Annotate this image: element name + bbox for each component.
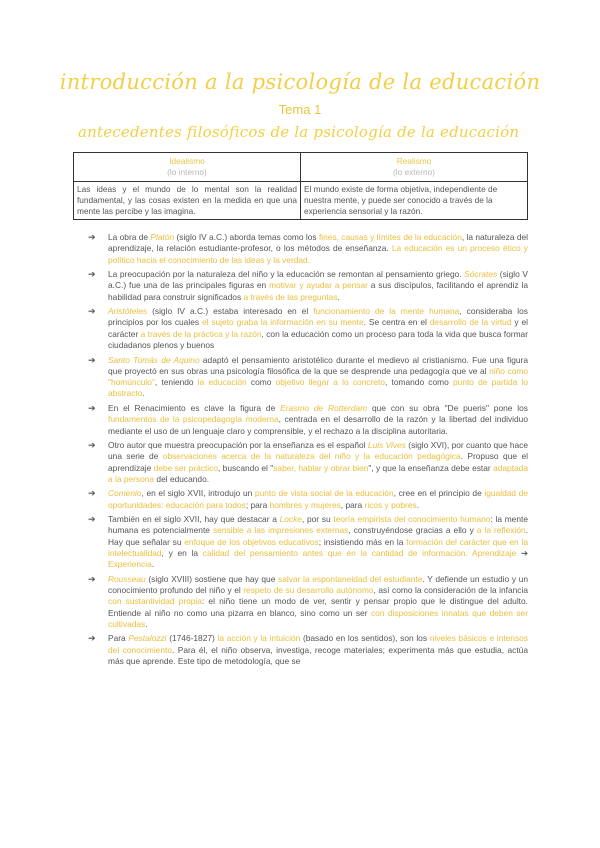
list-item — [88, 269, 528, 303]
arrow-bullet-icon: ➔ — [88, 439, 96, 450]
body-text: y el carácter — [108, 317, 528, 339]
body-text: : el niño tiene un modo de ver, sentir y pensar propio que le distingue del adulto. Entiende al niño no como una pizarra en blanco, sino como un ser — [108, 596, 528, 618]
list-item-text — [108, 403, 528, 436]
body-text: ", y que la enseñanza debe estar — [368, 462, 494, 473]
body-text: En el Renacimiento es clave la figura de — [108, 402, 281, 413]
author-name: Luis Vives — [367, 439, 406, 450]
body-text: Para — [108, 633, 129, 644]
list-item-text — [108, 355, 528, 399]
body-text: También en el siglo XVII, hay que destacar a — [108, 514, 280, 525]
author-name: Erasmo de Rotterdam — [280, 402, 368, 413]
list-item-text — [108, 633, 528, 666]
body-text: . — [145, 619, 148, 629]
arrow-bullet-icon: ➔ — [88, 488, 96, 499]
body-text: adaptó el pensamiento aristotélico durante el medievo al cristianismo. Fue una figura que proyectó en sus obras una psicología filosófica de la que se desprende una pedagogía que ve al — [108, 354, 528, 376]
list-item-text — [108, 514, 528, 569]
body-text: a sus discípulos, facilitando el aprendiz la habilidad para construir significados — [108, 280, 529, 302]
highlighted-text: motivar y ayudar a pensar — [269, 280, 368, 291]
body-text: (siglo IV a.C.) aborda temas como los — [174, 232, 319, 242]
highlighted-text: fundamentos de la psicopedagogía moderna — [108, 414, 279, 425]
body-text: , y en la — [161, 548, 203, 559]
body-text: como — [246, 377, 276, 388]
body-text: , así como la consideración de la infancia — [373, 585, 528, 596]
idealism-header — [74, 153, 301, 182]
highlighted-text: a través de la práctica y la razón — [140, 328, 262, 339]
highlighted-text: a la reflexión — [476, 525, 526, 536]
body-text: . Se centra en el — [363, 317, 430, 328]
author-name: Santo Tomás de Aquino — [108, 354, 200, 365]
body-text: , cree en el principio de — [393, 488, 485, 499]
highlighted-text: saber, hablar y obrar bien — [273, 462, 369, 473]
body-text: , para — [340, 499, 365, 510]
idealism-title: Idealismo — [169, 156, 205, 166]
highlighted-text: desarrollo de la virtud — [429, 317, 512, 328]
body-text: , tomando como — [385, 377, 453, 388]
body-text: : la mente humana es potencialmente — [108, 514, 528, 536]
body-text: , la naturaleza del aprendizaje, la relación estudiante-profesor, o los métodos de enseñanza. — [108, 232, 528, 254]
list-item — [88, 488, 528, 511]
body-text: que con su obra "De pueris" pone los — [367, 402, 528, 413]
highlighted-text: punto de partida lo abstracto — [108, 377, 528, 399]
comparison-table — [73, 152, 528, 220]
body-text: . — [142, 388, 145, 399]
highlighted-text: adaptada a la persona — [108, 462, 528, 484]
highlighted-text: fines, causas y límites de la educación — [318, 232, 462, 242]
arrow-bullet-icon: ➔ — [88, 402, 96, 413]
body-text: , buscando el " — [217, 462, 274, 473]
highlighted-text: observaciones acerca de la naturaleza del niño y la educación pedagógica — [162, 451, 461, 462]
list-item — [88, 440, 528, 485]
highlighted-text: niño como "homúnculo" — [108, 365, 528, 388]
arrow-bullet-icon: ➔ — [88, 573, 96, 584]
body-text: La preocupación por la naturaleza del niño y la educación se remontan al pensamiento griego. — [108, 269, 465, 280]
author-name: Aristóteles — [108, 306, 148, 317]
highlighted-text: hombres y mujeres — [269, 499, 341, 510]
list-item — [88, 574, 528, 630]
body-text: La obra de — [108, 232, 151, 242]
highlighted-text: la acción y la intuición — [217, 633, 301, 644]
realism-subtitle: (lo externo) — [393, 167, 435, 177]
highlighted-text: La educación es un proceso ético y político hacia el conocimiento de las ideas y la verdad. — [108, 243, 528, 265]
body-text: ➔ — [516, 548, 528, 559]
realism-header — [301, 153, 528, 182]
body-text: del educando. — [154, 473, 210, 484]
list-item-text — [108, 306, 528, 350]
highlighted-text: la educación — [197, 377, 247, 388]
highlighted-text: con disposiciones innatas que deben ser cultivadas — [108, 607, 528, 629]
list-item-text — [108, 488, 528, 509]
highlighted-text: niveles básicos e intensos del conocimiento — [108, 633, 528, 655]
arrow-bullet-icon: ➔ — [88, 306, 96, 317]
body-text: . Hay que señalar su — [108, 525, 528, 547]
list-item — [88, 355, 528, 400]
highlighted-text: calidad del pensamiento antes que en la cantidad de información. Aprendizaje — [202, 548, 517, 559]
body-text: (basado en los sentidos), son los — [300, 633, 430, 644]
author-name: Locke — [279, 514, 302, 525]
body-text: . — [337, 291, 340, 302]
highlighted-text: punto de vista social de la educación — [254, 488, 394, 499]
highlighted-text: igualdad de oportunidades: educación para todos — [108, 488, 528, 510]
body-text: , construyéndose gracias a ello y — [348, 525, 477, 536]
author-name: Pestalozzi — [128, 633, 167, 644]
realism-title: Realismo — [396, 156, 432, 166]
highlighted-text: el sujeto graba la información en su mente — [201, 317, 364, 328]
list-item — [88, 306, 528, 351]
body-text: . Propuso que el aprendizaje — [108, 451, 528, 473]
idealism-subtitle: (lo interno) — [167, 167, 207, 177]
highlighted-text: debe ser práctico — [153, 462, 218, 473]
arrow-bullet-icon: ➔ — [88, 633, 96, 644]
highlighted-text: a través de las preguntas — [243, 291, 338, 302]
arrow-bullet-icon: ➔ — [88, 269, 96, 280]
list-item-text — [108, 440, 528, 484]
topic-number: Tema 1 — [278, 102, 322, 117]
bullet-list — [88, 232, 528, 671]
list-item — [88, 232, 528, 266]
body-text: . — [151, 559, 155, 570]
body-text: (1746-1827) — [166, 633, 218, 644]
body-text: (siglo XVI), por cuanto que hace una serie de — [108, 439, 528, 462]
body-text: ; para — [245, 499, 270, 510]
body-text: , en el siglo XVII, introdujo un — [141, 488, 255, 499]
body-text: ; insistiendo más en la — [318, 536, 407, 547]
body-text: (siglo XVIII) sostiene que hay que — [145, 573, 279, 584]
highlighted-text: enfoque de los objetivos educativos — [184, 536, 319, 547]
highlighted-text: salvar la espontaneidad del estudiante — [278, 573, 423, 584]
body-text: . Para él, el niño observa, investiga, recoge materiales; experimenta más que estudia, actúa más que aprende. Este tipo de metodología, que se — [108, 644, 528, 667]
highlighted-text: formación del carácter que en la intelectualidad — [108, 536, 528, 559]
table-header-row — [74, 153, 528, 182]
idealism-description: Las ideas y el mundo de lo mental son la realidad fundamental, y las cosas existen en la medida en que una mente las percibe y las imagina. — [74, 182, 301, 220]
table-row — [74, 182, 528, 220]
body-text: (siglo V a.C.) fue una de las principales figuras en — [108, 269, 528, 291]
main-title: introducción a la psicología de la educación — [59, 70, 541, 94]
body-text: , centrada en el desarrollo de la razón y la libertad del individuo mediante el uso de un lenguaje claro y comprensible, y el rechazo a la disciplina autoritaria. — [108, 414, 528, 436]
highlighted-text: objetivo llegar a lo concreto — [275, 377, 385, 388]
list-item — [88, 633, 528, 667]
author-name: Comenio — [108, 488, 142, 499]
body-text: , teniendo — [154, 377, 198, 388]
body-text: Otro autor que muestra preocupación por la enseñanza es el español — [108, 439, 368, 450]
body-text: , consideraba los principios por los cuales — [108, 306, 528, 328]
highlighted-text: funcionamiento de la mente humana — [313, 306, 460, 317]
arrow-bullet-icon: ➔ — [88, 354, 96, 365]
body-text: (siglo IV a.C.) estaba interesado en el — [147, 306, 314, 317]
highlighted-text: Experiencia — [108, 559, 152, 570]
body-text: . Y defiende un estudio y un conocimiento profundo del niño y el — [108, 573, 529, 596]
section-title: antecedentes filosóficos de la psicología de la educación — [78, 123, 520, 141]
arrow-bullet-icon: ➔ — [88, 232, 96, 242]
author-name: Sócrates — [464, 269, 498, 280]
list-item-text — [108, 269, 528, 302]
author-name: Rousseau — [108, 573, 146, 584]
list-item-text — [108, 232, 528, 265]
list-item-text — [108, 574, 528, 629]
highlighted-text: teoría empirista del conocimiento humano — [333, 514, 491, 525]
list-item — [88, 403, 528, 437]
highlighted-text: sensible a las impresiones externas — [212, 525, 349, 536]
highlighted-text: con sustantividad propia — [108, 596, 202, 607]
body-text: . — [416, 499, 420, 510]
realism-description: El mundo existe de forma objetiva, independiente de nuestra mente, y puede ser conocido a través de la experiencia sensorial y la razón. — [301, 182, 528, 220]
highlighted-text: ricos y pobres — [364, 499, 417, 510]
author-name: Platón — [150, 232, 175, 242]
body-text: , por su — [301, 514, 334, 525]
list-item — [88, 514, 528, 570]
body-text: , con la educación como un proceso para toda la vida que busca formar ciudadanos plenos y buenos — [108, 328, 528, 351]
arrow-bullet-icon: ➔ — [88, 514, 96, 525]
highlighted-text: respeto de su desarrollo autónomo — [243, 585, 374, 596]
